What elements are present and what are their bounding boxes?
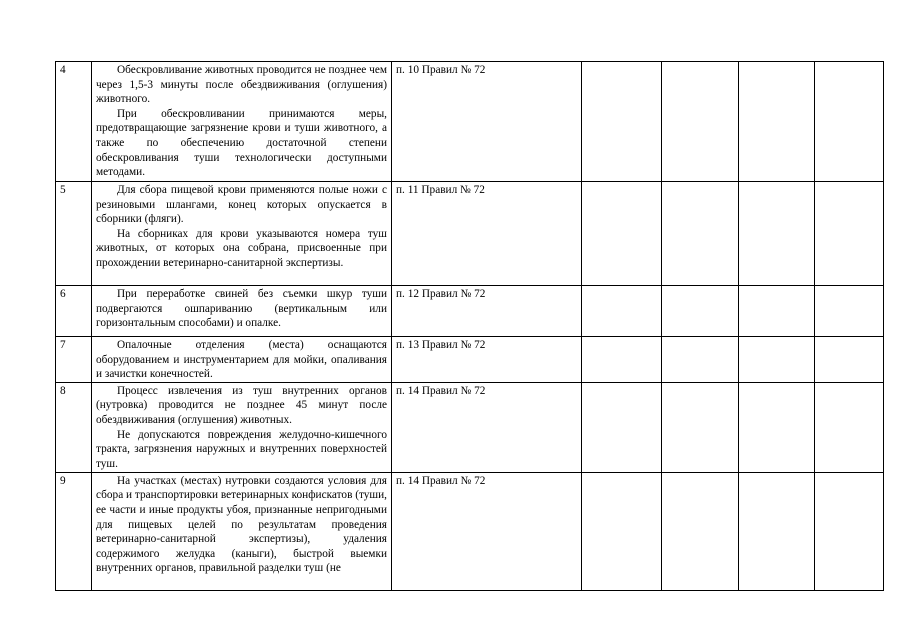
requirement-paragraph: Опалочные отделения (места) оснащаются оборудованием и инструментарием для мойки, опаливания и зачистки конечностей.	[96, 339, 387, 381]
requirement-paragraph: Не допускаются повреждения желудочно-кишечного тракта, загрязнения наружных и внутренних поверхностей туш.	[96, 428, 387, 470]
table-row	[56, 337, 884, 383]
answer-cell[interactable]	[739, 382, 815, 472]
answer-cell[interactable]	[582, 382, 662, 472]
regulation-reference: п. 11 Правил № 72	[392, 182, 582, 286]
requirement-paragraph: Обескровливание животных проводится не позднее чем через 1,5-3 минуты после обездвиживания (оглушения) животного.	[96, 64, 387, 106]
answer-cell[interactable]	[662, 286, 739, 337]
answer-cell[interactable]	[662, 337, 739, 383]
requirement-paragraph: Для сбора пищевой крови применяются полые ножи с резиновыми шлангами, конец которых опускается в сборники (фляги).	[96, 184, 387, 226]
row-number: 5	[56, 182, 92, 286]
regulation-reference: п. 13 Правил № 72	[392, 337, 582, 383]
regulation-reference: п. 10 Правил № 72	[392, 62, 582, 182]
row-number: 4	[56, 62, 92, 182]
table-row	[56, 382, 884, 472]
answer-cell[interactable]	[739, 472, 815, 590]
answer-cell[interactable]	[739, 182, 815, 286]
answer-cell[interactable]	[739, 286, 815, 337]
requirement-text	[92, 182, 392, 286]
answer-cell[interactable]	[582, 337, 662, 383]
answer-cell[interactable]	[739, 337, 815, 383]
regulation-reference: п. 12 Правил № 72	[392, 286, 582, 337]
regulation-reference: п. 14 Правил № 72	[392, 472, 582, 590]
requirement-paragraph: На участках (местах) нутровки создаются условия для сбора и транспортировки ветеринарных конфискатов (туши, ее части и иные продукты убоя, признанные непригодными для пищевых целей по результатам проведения ветеринарно-санитарной экспертизы), удаления содержимого желудка (каныги), быстрой выемки внутренних органов, правильной разделки туш (не	[96, 474, 387, 575]
requirement-paragraph: Процесс извлечения из туш внутренних органов (нутровка) проводится не позднее 45 минут после обездвиживания (оглушения) животных.	[96, 384, 387, 426]
answer-cell[interactable]	[662, 62, 739, 182]
answer-cell[interactable]	[815, 62, 884, 182]
answer-cell[interactable]	[815, 382, 884, 472]
answer-cell[interactable]	[582, 286, 662, 337]
table-row	[56, 62, 884, 182]
answer-cell[interactable]	[582, 472, 662, 590]
row-number: 8	[56, 382, 92, 472]
answer-cell[interactable]	[662, 472, 739, 590]
answer-cell[interactable]	[662, 382, 739, 472]
requirement-text	[92, 382, 392, 472]
row-number: 7	[56, 337, 92, 383]
requirement-text	[92, 472, 392, 590]
table-row	[56, 472, 884, 590]
answer-cell[interactable]	[582, 62, 662, 182]
requirement-text	[92, 337, 392, 383]
requirement-paragraph: При обескровливании принимаются меры, предотвращающие загрязнение крови и туши животного, а также по обеспечению достаточной степени обескровливания туши технологически доступными методами.	[96, 107, 387, 179]
answer-cell[interactable]	[815, 472, 884, 590]
row-number: 9	[56, 472, 92, 590]
table-row	[56, 182, 884, 286]
requirement-text	[92, 286, 392, 337]
regulation-reference: п. 14 Правил № 72	[392, 382, 582, 472]
answer-cell[interactable]	[815, 182, 884, 286]
answer-cell[interactable]	[582, 182, 662, 286]
answer-cell[interactable]	[815, 337, 884, 383]
table-row	[56, 286, 884, 337]
answer-cell[interactable]	[739, 62, 815, 182]
answer-cell[interactable]	[662, 182, 739, 286]
requirement-paragraph: На сборниках для крови указываются номера туш животных, от которых она собрана, присвоенные при прохождении ветеринарно-санитарной экспертизы.	[96, 227, 387, 269]
answer-cell[interactable]	[815, 286, 884, 337]
requirement-paragraph: При переработке свиней без съемки шкур туши подвергаются ошпариванию (вертикальным или горизонтальным способами) и опалке.	[96, 288, 387, 330]
requirement-text	[92, 62, 392, 182]
row-number: 6	[56, 286, 92, 337]
requirements-table	[55, 61, 884, 591]
